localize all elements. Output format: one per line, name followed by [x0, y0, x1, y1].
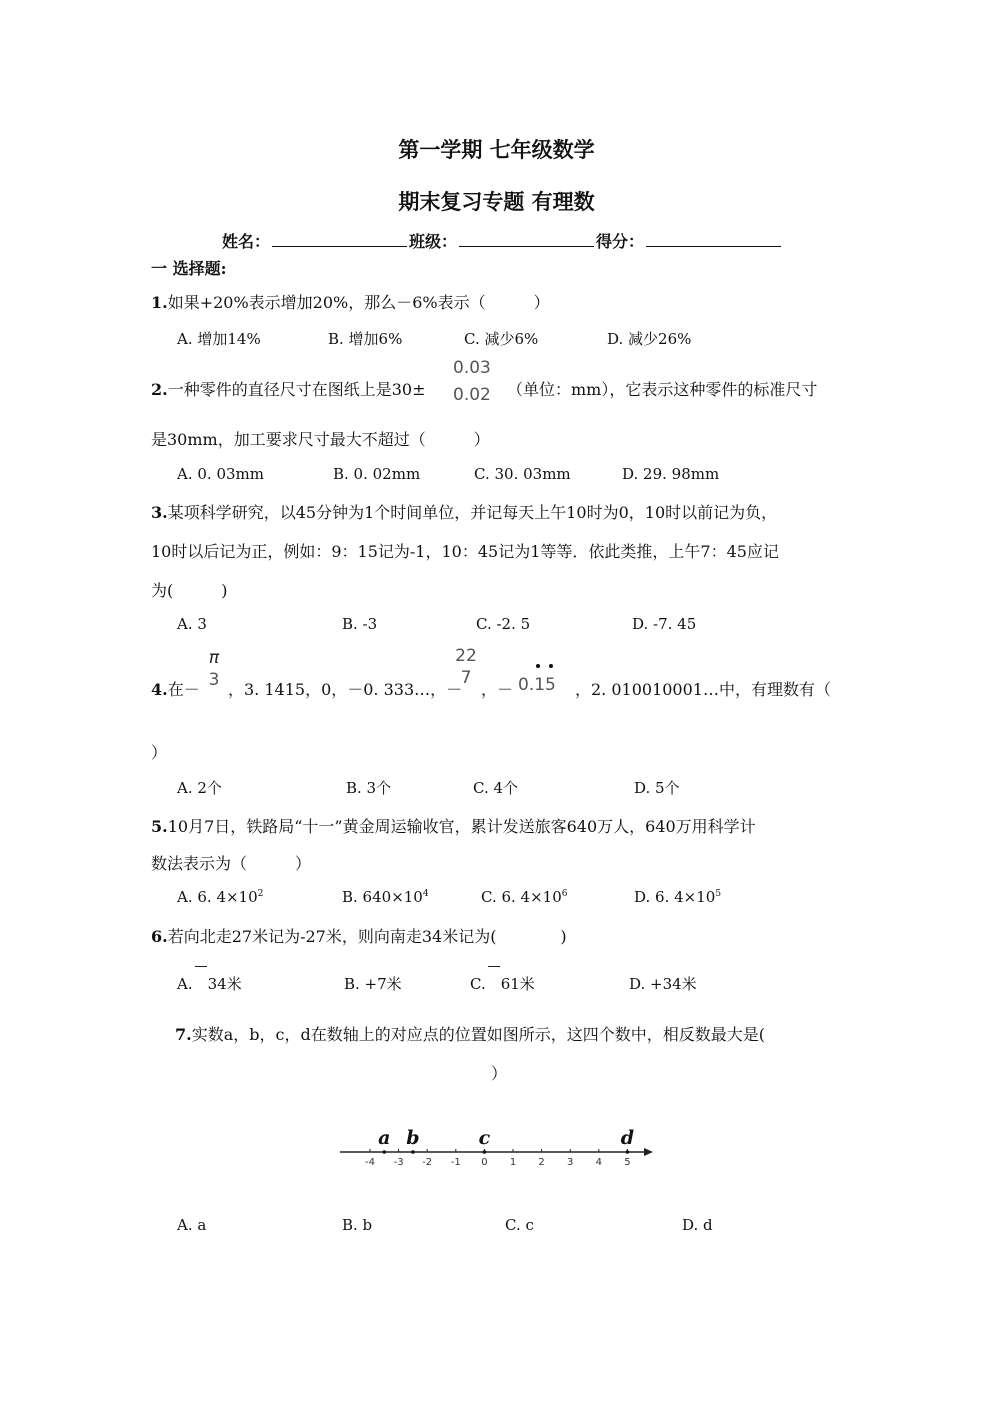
question-text: 如果+20%表示增加20%，那么－6%表示（ ） — [167, 293, 550, 312]
option-a: A. a — [177, 1216, 207, 1234]
fraction-numerator: 22 — [455, 646, 477, 666]
option-exponent: 5 — [715, 889, 722, 899]
option-b: B. 0. 02mm — [333, 465, 421, 483]
question-text-line3: 为( ) — [151, 581, 228, 600]
name-label: 姓名： — [222, 232, 271, 251]
fraction-numerator: π — [208, 648, 220, 668]
option-text: C. 6. 4×10 — [481, 888, 562, 906]
option-text: A. 6. 4×10 — [177, 888, 258, 906]
tolerance-upper: 0.03 — [453, 358, 491, 378]
number-line-points — [378, 1127, 634, 1154]
number-line-point-label: b — [406, 1127, 420, 1149]
page-subtitle: 期末复习专题 有理数 — [398, 189, 595, 214]
option-d: D. -7. 45 — [632, 615, 697, 633]
page-title: 第一学期 七年级数学 — [398, 137, 595, 162]
number-line-point — [626, 1150, 630, 1154]
number-line-point-label: a — [378, 1127, 391, 1149]
question-6 — [151, 924, 567, 947]
score-label: 得分： — [596, 232, 645, 251]
option-b: B. 3个 — [346, 779, 392, 797]
question-text-pre: 一种零件的直径尺寸在图纸上是30± — [167, 380, 426, 399]
option-a: A. 3 — [177, 615, 207, 633]
option-a — [177, 888, 263, 906]
question-number: 5. — [151, 817, 168, 836]
class-label: 班级： — [409, 232, 458, 251]
minus-bar-icon — [195, 966, 207, 967]
number-line-tick-label: -2 — [422, 1157, 433, 1168]
number-line-arrow-icon — [644, 1148, 653, 1156]
option-d: D. +34米 — [629, 975, 697, 993]
fraction-pi-over-3 — [203, 648, 225, 690]
question-text-line2: 10时以后记为正，例如：9：15记为-1，10：45记为1等等．依此类推，上午7：45应记 — [151, 542, 779, 561]
option-b — [342, 888, 429, 906]
student-info-row — [222, 229, 783, 252]
fraction-denominator: 7 — [460, 668, 472, 688]
question-number: 7. — [175, 1025, 192, 1044]
number-line-tick-label: 4 — [595, 1157, 602, 1168]
option-a: A. 2个 — [177, 779, 222, 797]
question-3 — [151, 500, 777, 523]
class-blank — [459, 232, 594, 247]
question-text-1: 在－ — [167, 680, 200, 699]
number-line-point — [411, 1150, 415, 1154]
number-line-tick-label: -4 — [365, 1157, 375, 1168]
number-line-point-label: c — [478, 1127, 491, 1149]
number-line-tick-label: 1 — [509, 1157, 517, 1168]
question-text-post: （单位：mm），它表示这种零件的标准尺寸 — [507, 380, 818, 399]
question-number: 3. — [151, 503, 168, 522]
option-a: A. 增加14% — [177, 330, 261, 348]
option-c: C. 减少6% — [464, 330, 539, 348]
name-blank — [272, 232, 407, 247]
option-c: C. 30. 03mm — [474, 465, 571, 483]
option-exponent: 4 — [422, 889, 429, 899]
option-a: A. 0. 03mm — [177, 465, 264, 483]
question-text-2: ，3. 1415，0，－0. 333…，－ — [228, 680, 463, 699]
fraction-22-over-7 — [452, 646, 480, 688]
option-b: B. 增加6% — [328, 330, 403, 348]
number-line-tick-label: -3 — [393, 1157, 404, 1168]
question-text: 实数a，b，c，d在数轴上的对应点的位置如图所示，这四个数中，相反数最大是( — [191, 1025, 765, 1044]
question-text-line2: 是30mm，加工要求尺寸最大不超过（ ） — [151, 430, 490, 449]
option-exponent: 2 — [257, 889, 264, 899]
question-text-line2: 数法表示为（ ） — [151, 854, 312, 873]
question-text: 10月7日，铁路局“十一”黄金周运输收官，累计发送旅客640万人，640万用科学计 — [167, 817, 756, 836]
option-b: B. b — [342, 1216, 373, 1234]
question-text-4: ，2. 010010001…中，有理数有（ — [575, 680, 831, 699]
number-line-point-label: d — [620, 1127, 635, 1149]
question-2 — [151, 377, 425, 400]
repeating-dot-icon — [536, 664, 540, 668]
option-d — [634, 888, 721, 906]
minus-bar-icon — [488, 966, 500, 967]
score-blank — [646, 232, 781, 247]
question-number: 6. — [151, 927, 168, 946]
option-a: A. 34米 — [177, 975, 242, 993]
option-d: D. 29. 98mm — [622, 465, 720, 483]
number-line-tick-label: -1 — [450, 1157, 461, 1168]
number-line-tick-label: 3 — [567, 1157, 574, 1168]
option-text: D. 6. 4×10 — [634, 888, 716, 906]
option-exponent: 6 — [561, 889, 568, 899]
number-line-point — [383, 1150, 387, 1154]
option-c — [481, 888, 568, 906]
option-d: D. 减少26% — [607, 330, 692, 348]
number-line-point — [483, 1150, 487, 1154]
question-number: 4. — [151, 680, 168, 699]
option-c: C. 61米 — [470, 975, 535, 993]
tolerance-lower: 0.02 — [453, 385, 491, 405]
question-text-line2: ） — [491, 1064, 508, 1083]
question-text: 某项科学研究，以45分钟为1个时间单位，并记每天上午10时为0，10时以前记为负， — [167, 503, 778, 522]
option-b: B. +7米 — [344, 975, 402, 993]
repeating-dot-icon — [549, 664, 553, 668]
question-text: 若向北走27米记为-27米，则向南走34米记为( ) — [167, 927, 567, 946]
option-text: B. 640×10 — [342, 888, 423, 906]
question-5 — [151, 814, 756, 837]
question-7 — [175, 1022, 765, 1045]
number-line-tick-label: 5 — [624, 1157, 631, 1168]
option-c: C. -2. 5 — [476, 615, 531, 633]
question-1 — [151, 290, 550, 313]
option-c: C. c — [505, 1216, 534, 1234]
option-d: D. 5个 — [634, 779, 680, 797]
question-text-line2: ） — [151, 743, 168, 762]
question-4 — [151, 677, 200, 700]
number-line-tick-label: 0 — [481, 1157, 488, 1168]
section-heading: 一 选择题: — [151, 259, 227, 278]
question-text-3: ，－ — [481, 680, 514, 699]
repeating-decimal: 0.15 — [518, 675, 556, 695]
number-line-figure — [335, 1120, 660, 1170]
option-b: B. -3 — [342, 615, 378, 633]
fraction-denominator: 3 — [208, 670, 220, 690]
number-line-tick-label: 2 — [538, 1157, 545, 1168]
option-c: C. 4个 — [473, 779, 519, 797]
option-d: D. d — [682, 1216, 713, 1234]
question-number: 2. — [151, 380, 168, 399]
question-number: 1. — [151, 293, 168, 312]
